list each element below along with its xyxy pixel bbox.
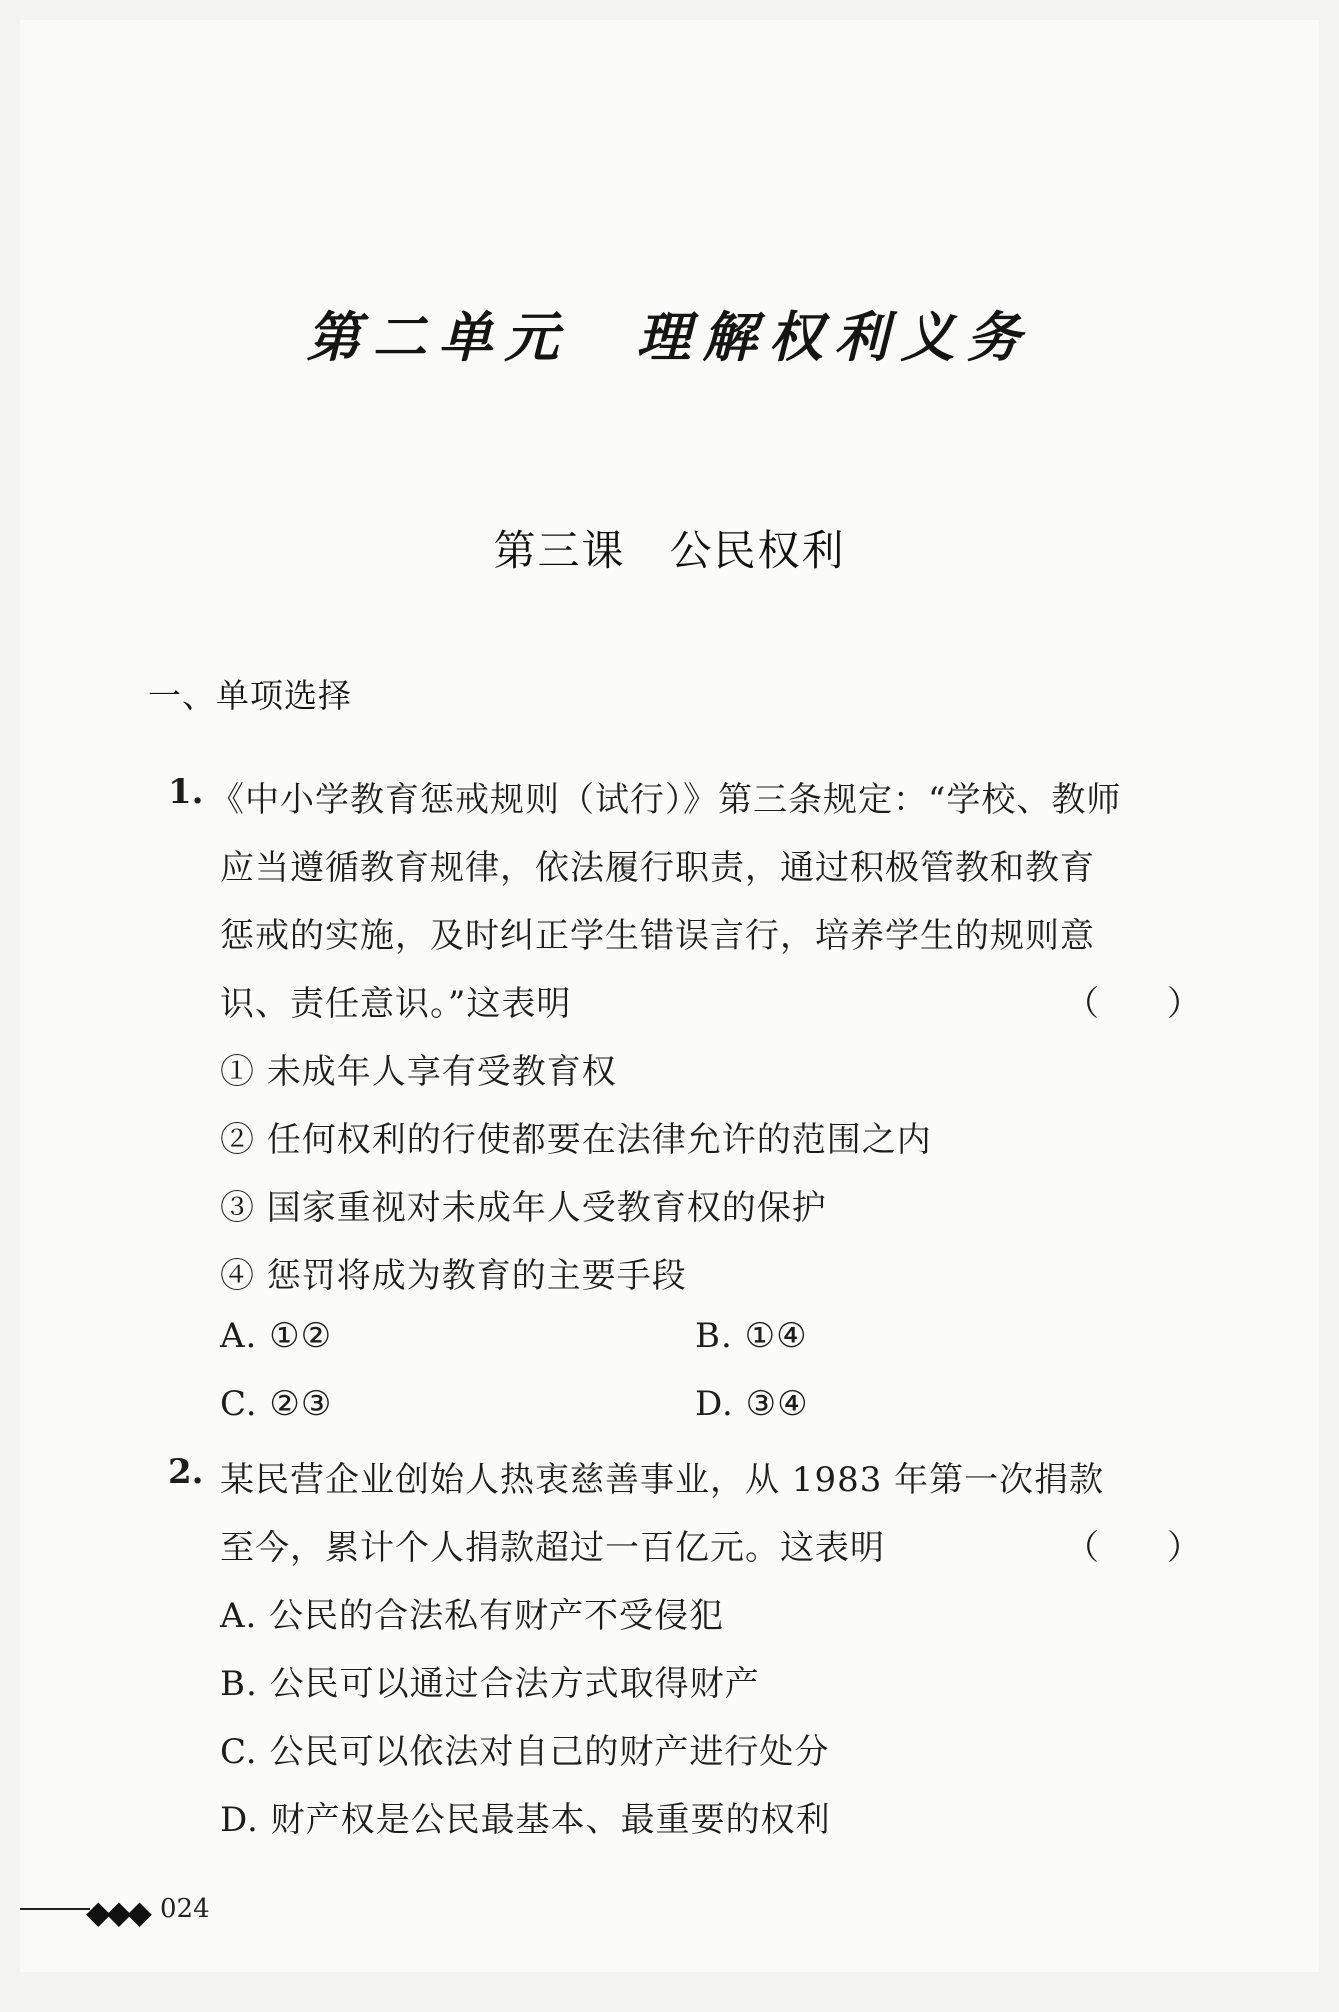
question-2-answer-bracket: （ ） [1065, 1528, 1201, 1568]
question-1-number: 1. [168, 772, 204, 812]
question-1-line: 应当遵循教育规律，依法履行职责，通过积极管教和教育 [220, 848, 1095, 888]
question-1-option-a: A. ①② [220, 1316, 333, 1356]
question-2-option-b: B. 公民可以通过合法方式取得财产 [220, 1664, 760, 1704]
question-1-line: 识、责任意识。”这表明 [220, 984, 572, 1024]
document-page [20, 20, 1319, 1972]
question-2-line: 至今，累计个人捐款超过一百亿元。这表明 [220, 1528, 885, 1568]
question-1-option-b: B. ①④ [695, 1316, 808, 1356]
question-1-statement: ③ 国家重视对未成年人受教育权的保护 [220, 1188, 827, 1228]
question-1-option-c: C. ②③ [220, 1384, 333, 1424]
diamond-ornament-icon: ◆◆◆ [86, 1893, 148, 1931]
lesson-title: 第三课 公民权利 [493, 526, 846, 575]
question-1-line: 惩戒的实施，及时纠正学生错误言行，培养学生的规则意 [220, 916, 1095, 956]
unit-title: 第二单元 理解权利义务 [306, 305, 1033, 369]
footer-rule [20, 1908, 90, 1910]
question-1-statement: ② 任何权利的行使都要在法律允许的范围之内 [220, 1120, 932, 1160]
question-1-line: 《中小学教育惩戒规则（试行）》第三条规定：“学校、教师 [210, 780, 1122, 820]
question-1-answer-bracket: （ ） [1065, 984, 1201, 1024]
page-number: 024 [160, 1894, 210, 1924]
question-1-statement: ④ 惩罚将成为教育的主要手段 [220, 1256, 687, 1296]
question-1-statement: ① 未成年人享有受教育权 [220, 1052, 617, 1092]
question-2-number: 2. [168, 1452, 204, 1492]
question-2-line: 某民营企业创始人热衷慈善事业，从 1983 年第一次捐款 [220, 1460, 1105, 1500]
question-1-option-d: D. ③④ [695, 1384, 809, 1424]
question-2-option-a: A. 公民的合法私有财产不受侵犯 [220, 1596, 725, 1636]
section-heading: 一、单项选择 [148, 676, 352, 715]
question-2-option-d: D. 财产权是公民最基本、最重要的权利 [220, 1800, 831, 1840]
question-2-option-c: C. 公民可以依法对自己的财产进行处分 [220, 1732, 830, 1772]
